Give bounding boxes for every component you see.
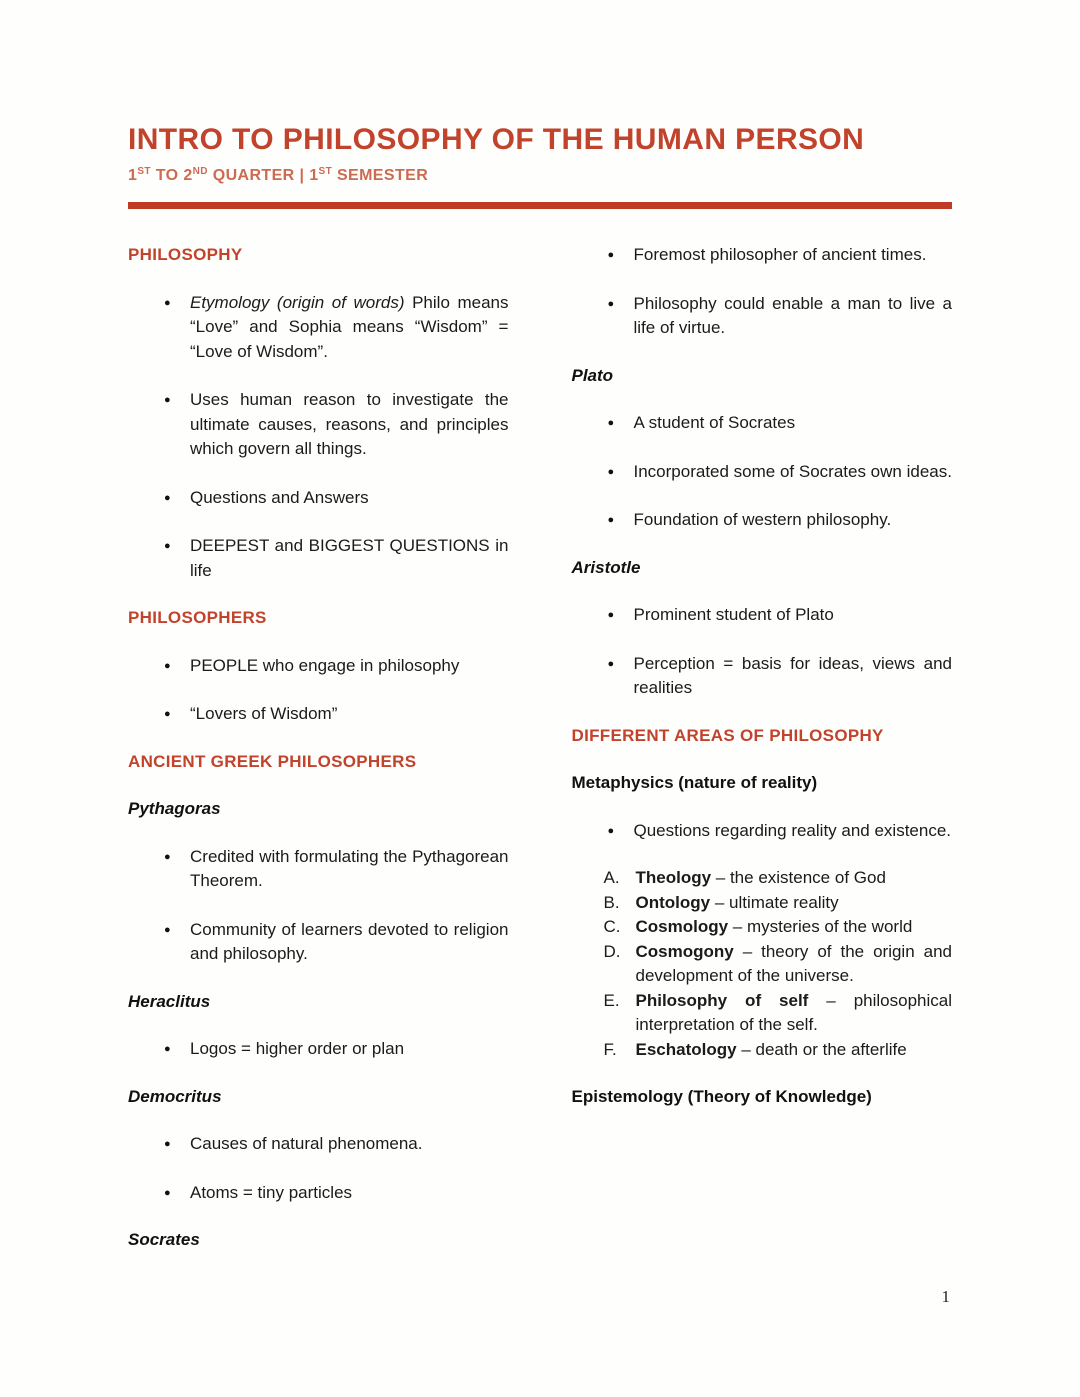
bullet-list (128, 1037, 509, 1062)
italic-text: Etymology (origin of words) (190, 292, 413, 312)
letter-label: F. (603, 1039, 617, 1059)
bullet-item: ● PEOPLE who engage in philosophy (190, 654, 509, 679)
bullet-item: ● DEEPEST and BIGGEST QUESTIONS in life (190, 534, 509, 583)
philosopher-heading: Heraclitus (128, 991, 211, 1011)
term-label: Eschatology (635, 1039, 737, 1059)
left-column (128, 243, 509, 1276)
subtitle-text: TO 2 (150, 167, 193, 184)
term-label: Cosmogony (635, 941, 734, 961)
philosopher-heading: Socrates (128, 1230, 200, 1249)
topic-heading: Metaphysics (nature of reality) (571, 773, 818, 792)
bullet-item: ● Philosophy could enable a man to live a life of virtue. (634, 292, 953, 341)
section-heading: PHILOSOPHERS (128, 608, 267, 627)
bullet-item: ● Foremost philosopher of ancient times. (634, 243, 953, 268)
page-number: 1 (941, 1287, 950, 1306)
philosopher-heading: Democritus (128, 1086, 222, 1106)
bullet-item: ● Logos = higher order or plan (190, 1037, 509, 1062)
bullet-item: ● Atoms = tiny particles (190, 1181, 509, 1206)
term-label: Philosophy of self (635, 990, 809, 1010)
lettered-item (603, 891, 953, 916)
title-divider (128, 202, 952, 209)
bullet-list (572, 603, 953, 701)
letter-label: B. (603, 892, 620, 912)
lettered-item (603, 915, 953, 940)
section-heading: ANCIENT GREEK PHILOSOPHERS (128, 751, 417, 771)
lettered-item (603, 989, 953, 1038)
lettered-item (603, 940, 953, 989)
philosopher-heading: Pythagoras (128, 799, 221, 818)
philosopher-heading: Plato (571, 365, 614, 385)
bullet-item: ● Uses human reason to investigate the ultimate causes, reasons, and principles which govern all things. (190, 388, 509, 462)
bullet-item: ● Credited with formulating the Pythagorean Theorem. (190, 845, 509, 894)
term-description: – mysteries of the world (728, 917, 913, 936)
bullet-item: ● Community of learners devoted to religion and philosophy. (190, 918, 509, 967)
subtitle-superscript: ND (192, 166, 208, 177)
bullet-list (128, 654, 509, 727)
section-heading: PHILOSOPHY (128, 245, 243, 264)
subtitle-superscript: ST (137, 166, 151, 177)
bullet-list (128, 291, 509, 584)
bullet-item: ● Foundation of western philosophy. (634, 508, 953, 533)
subtitle-superscript: ST (318, 166, 333, 177)
term-description: – the existence of God (711, 868, 886, 887)
philosopher-heading: Aristotle (571, 557, 641, 577)
right-column (572, 243, 953, 1276)
term-label: Cosmology (635, 917, 729, 936)
bullet-list (572, 411, 953, 533)
bullet-list (128, 845, 509, 967)
letter-label: D. (603, 941, 621, 961)
bullet-item: ● A student of Socrates (634, 411, 953, 436)
letter-label: E. (603, 990, 620, 1010)
topic-heading: Epistemology (Theory of Knowledge) (571, 1087, 872, 1106)
bullet-list (572, 243, 953, 341)
text-segment: Philo means “Love” and Sophia means “Wisdom” = “Love of Wisdom”. (190, 292, 509, 361)
bullet-item: ● “Lovers of Wisdom” (190, 702, 509, 727)
term-label: Ontology (635, 892, 711, 912)
term-label: Theology (635, 868, 712, 887)
term-description: – ultimate reality (710, 892, 839, 912)
content-columns (128, 243, 952, 1276)
bullet-item: ● Questions and Answers (190, 486, 509, 511)
subtitle-text: SEMESTER (332, 167, 429, 184)
lettered-list (572, 866, 953, 1062)
letter-label: A. (603, 868, 620, 887)
bullet-list (572, 819, 953, 844)
bullet-item: ● Questions regarding reality and existence. (634, 819, 953, 844)
bullet-item (190, 291, 509, 365)
term-description: – philosophical interpretation of the self. (635, 990, 952, 1034)
page-title: INTRO TO PHILOSOPHY OF THE HUMAN PERSON (128, 123, 865, 156)
term-description: – theory of the origin and development of the universe. (635, 941, 952, 985)
bullet-item: ● Perception = basis for ideas, views and realities (634, 652, 953, 701)
bullet-item: ● Prominent student of Plato (634, 603, 953, 628)
document-header (128, 122, 952, 209)
bullet-list (128, 1132, 509, 1205)
lettered-item (603, 1038, 953, 1063)
subtitle-text: QUARTER | 1 (207, 167, 319, 184)
letter-label: C. (603, 917, 621, 936)
subtitle-text: 1 (128, 167, 138, 184)
term-description: – death or the afterlife (736, 1039, 907, 1059)
bullet-item: ● Causes of natural phenomena. (190, 1132, 509, 1157)
section-heading: DIFFERENT AREAS OF PHILOSOPHY (571, 725, 884, 745)
lettered-item (603, 866, 953, 891)
page-subtitle (128, 166, 952, 186)
bullet-item: ● Incorporated some of Socrates own ideas. (634, 460, 953, 485)
